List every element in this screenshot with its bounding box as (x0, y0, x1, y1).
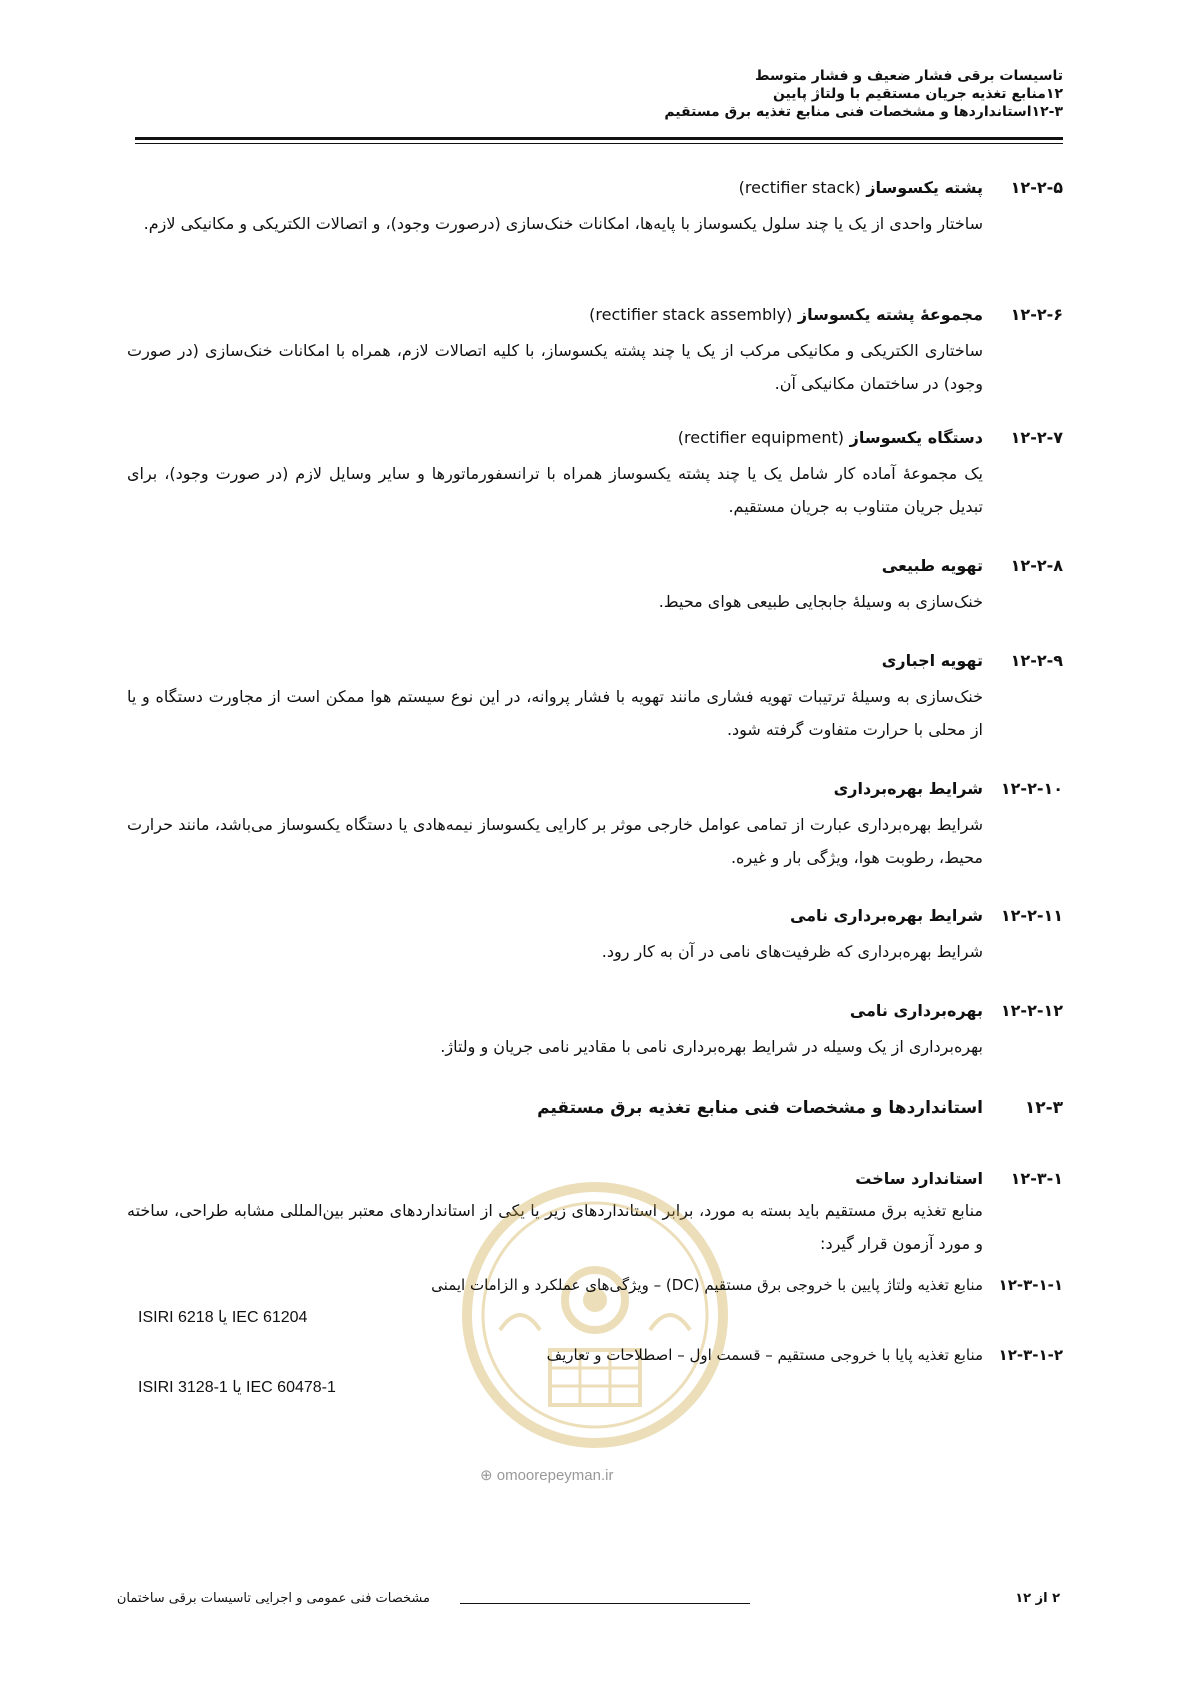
section-title: تهویه اجباری (881, 651, 983, 670)
section-title: پشته یکسوساز (866, 178, 983, 197)
section-body: خنک‌سازی به وسیلۀ جابجایی طبیعی هوای محیط. (658, 592, 983, 611)
section-title-en: (rectifier equipment) (677, 428, 845, 447)
main-section-title: استانداردها و مشخصات فنی منابع تغذیه برق مستقیم (537, 1098, 983, 1118)
main-section-heading (127, 1098, 1063, 1118)
section-12-2-11 (127, 903, 1063, 968)
section-title: دستگاه یکسوساز (849, 428, 983, 447)
section-title: شرایط بهره‌برداری نامی (789, 906, 983, 925)
header-line-2: ۱۲منابع تغذیه جریان مستقیم با ولتاژ پایین (772, 86, 1063, 102)
watermark-url: ⊕ omoorepeyman.ir (480, 1467, 614, 1484)
section-number: ۱۲-۲-۱۰ (1000, 779, 1063, 798)
section-12-2-5 (127, 175, 1063, 240)
section-title: استاندارد ساخت (855, 1169, 983, 1188)
section-number: ۱۲-۲-۹ (1010, 651, 1063, 670)
section-title-en: (rectifier stack) (738, 178, 861, 197)
standard-text: منابع تغذیه ولتاژ پایین با خروجی برق مستقیم (DC) – ویژگی‌های عملکرد و الزامات ایمنی (431, 1276, 983, 1294)
standard-code: IEC 61204 یا ISIRI 6218 (138, 1309, 308, 1326)
section-body: یک مجموعۀ آماده کار شامل یک یا چند پشته یکسوساز همراه با ترانسفورماتورها و سایر وسایل لازم (در صورت وجود)، برای تبدیل جریان متناوب به جریان مستقیم. (127, 464, 983, 516)
section-title: بهره‌برداری نامی (849, 1001, 983, 1020)
standard-item (127, 1343, 1063, 1367)
globe-icon: ⊕ (480, 1467, 493, 1484)
section-12-2-9 (127, 648, 1063, 746)
watermark-seal (460, 1180, 730, 1450)
section-title: مجموعۀ پشته یکسوساز (797, 305, 983, 324)
section-title: شرایط بهره‌برداری (833, 779, 983, 798)
standard-number: ۱۲-۳-۱-۲ (998, 1346, 1063, 1364)
section-title: تهویه طبیعی (881, 556, 983, 575)
section-body: شرایط بهره‌برداری عبارت از تمامی عوامل خارجی موثر بر کارایی یکسوساز نیمه‌هادی یا دستگاه یکسوساز می‌باشد، مانند حرارت محیط، رطوبت هوا، ویژگی بار و غیره. (127, 815, 983, 867)
section-12-2-10 (127, 776, 1063, 874)
section-number: ۱۲-۲-۸ (1010, 556, 1063, 575)
section-body: ساختاری الکتریکی و مکانیکی مرکب از یک یا چند پشته یکسوساز، با کلیه اتصالات لازم، همراه با امکانات خنک‌سازی (در صورت وجود) در ساختمان مکانیکی آن. (127, 341, 983, 393)
section-number: ۱۲-۲-۱۱ (1000, 906, 1063, 925)
standard-text: منابع تغذیه پایا با خروجی مستقیم – قسمت اول – اصطلاحات و تعاریف (546, 1346, 983, 1364)
section-12-2-7 (127, 425, 1063, 523)
standard-number: ۱۲-۳-۱-۱ (998, 1276, 1063, 1294)
section-number: ۱۲-۲-۱۲ (1000, 1001, 1063, 1020)
section-body: ساختار واحدی از یک یا چند سلول یکسوساز با پایه‌ها، امکانات خنک‌سازی (درصورت وجود)، و اتصالات الکتریکی و مکانیکی لازم. (143, 214, 983, 233)
section-number: ۱۲-۲-۷ (1010, 428, 1063, 447)
footer-title: مشخصات فنی عمومی و اجرایی تاسیسات برقی ساختمان (116, 1591, 430, 1606)
section-number: ۱۲-۲-۶ (1010, 305, 1063, 324)
page-number: ۲ از ۱۲ (1015, 1591, 1060, 1606)
footer-rule (460, 1603, 750, 1604)
standard-code: IEC 60478-1 یا ISIRI 3128-1 (138, 1379, 336, 1396)
header-line-3: ۱۲-۳استانداردها و مشخصات فنی منابع تغذیه برق مستقیم (664, 104, 1063, 120)
section-number: ۱۲-۳-۱ (1010, 1169, 1063, 1188)
section-body: خنک‌سازی به وسیلۀ ترتیبات تهویه فشاری مانند تهویه با فشار پروانه، در این نوع سیستم هوا ممکن است از مجاورت دستگاه و یا از محلی با حرارت متفاوت گرفته شود. (127, 687, 983, 739)
section-number: ۱۲-۲-۵ (1010, 178, 1063, 197)
section-body: شرایط بهره‌برداری که ظرفیت‌های نامی در آن به کار رود. (601, 942, 983, 961)
header-rule-thin (135, 143, 1063, 144)
section-body: بهره‌برداری از یک وسیله در شرایط بهره‌برداری نامی با مقادیر نامی جریان و ولتاژ. (440, 1037, 983, 1056)
section-12-2-6 (127, 302, 1063, 400)
section-12-2-12 (127, 998, 1063, 1063)
section-title-en: (rectifier stack assembly) (589, 305, 793, 324)
header-line-1: تاسیسات برقی فشار ضعیف و فشار متوسط (754, 68, 1063, 84)
section-body: منابع تغذیه برق مستقیم باید بسته به مورد، برابر استانداردهای زیر یا یکی از استانداردهای معتبر بین‌المللی مشابه طراحی، ساخته و مورد آزمون قرار گیرد: (127, 1201, 983, 1253)
header-rule-thick (135, 137, 1063, 140)
main-section-number: ۱۲-۳ (1024, 1098, 1063, 1118)
section-12-2-8 (127, 553, 1063, 618)
standard-item (127, 1273, 1063, 1297)
page-header (127, 67, 1063, 121)
